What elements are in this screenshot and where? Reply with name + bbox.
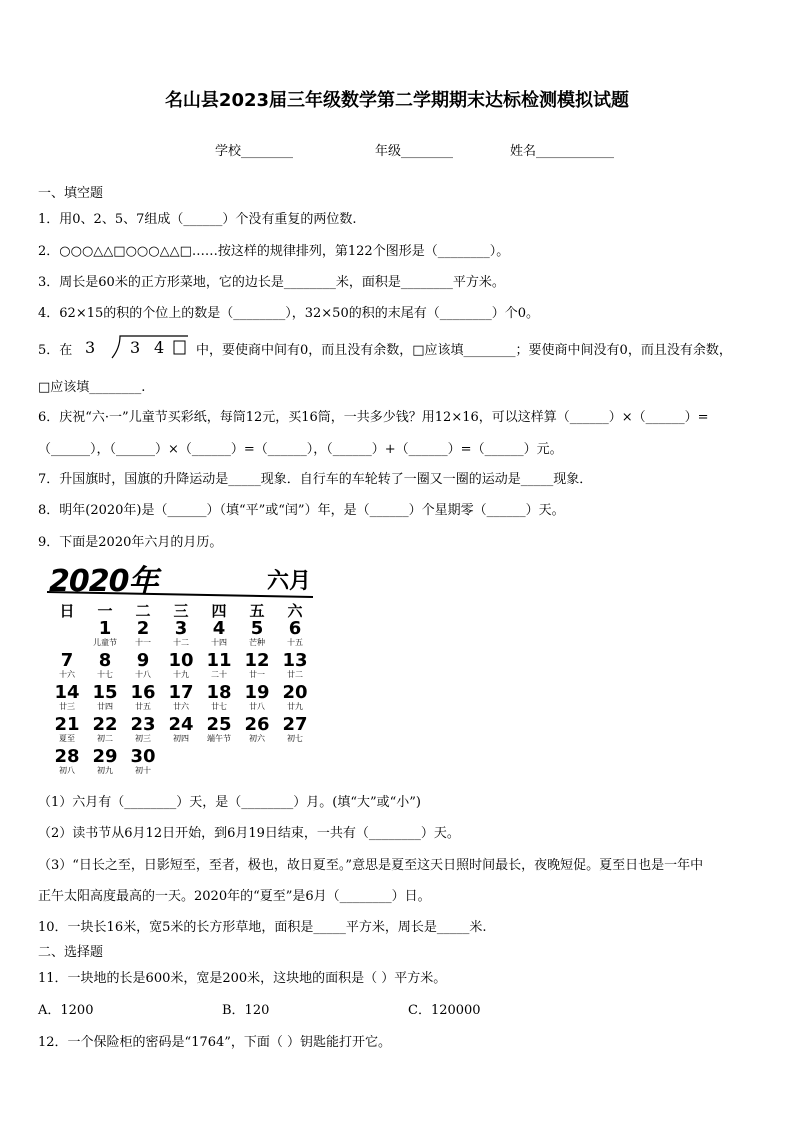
day-number: 27 xyxy=(282,714,308,735)
question-10: 10．一块长16米，宽5米的长方形草地，面积是_____平方米，周长是_____米. xyxy=(38,920,487,935)
day-number: 30 xyxy=(130,746,156,767)
day-number: 8 xyxy=(98,650,112,671)
day-number: 14 xyxy=(54,682,80,703)
question-9: 9．下面是2020年六月的月历。 xyxy=(38,535,223,550)
day-lunar-label: 初七 xyxy=(287,734,303,743)
day-lunar-label: 十八 xyxy=(135,670,151,679)
option-b: B．120 xyxy=(222,1003,270,1018)
section-heading-fill-in: 一、填空题 xyxy=(38,186,104,201)
day-lunar-label: 廿五 xyxy=(135,702,151,711)
day-lunar-label: 初六 xyxy=(249,734,265,743)
dividend-digit-3: 4 xyxy=(154,338,165,357)
day-number: 3 xyxy=(174,618,188,639)
day-lunar-label: 十二 xyxy=(173,638,189,647)
day-number: 5 xyxy=(250,618,264,639)
day-number: 12 xyxy=(244,650,270,671)
name-field: 姓名____________ xyxy=(510,144,615,159)
day-number: 2 xyxy=(136,618,150,639)
calendar-day xyxy=(200,684,238,712)
calendar-day xyxy=(200,716,238,744)
day-number: 1 xyxy=(98,618,112,639)
calendar-day xyxy=(162,716,200,744)
day-number: 19 xyxy=(244,682,270,703)
question-9-3-line1: （3）“日长之至，日影短至，至者，极也，故日夏至。”意思是夏至这天日照时间最长，夜晚短促。夏至日也是一年中 xyxy=(38,858,704,873)
weekday-label: 四 xyxy=(211,602,227,620)
day-number: 29 xyxy=(92,746,118,767)
question-5-line2: □应该填________. xyxy=(38,380,146,395)
day-number: 28 xyxy=(54,746,80,767)
question-8: 8．明年(2020年)是（______）（填“平”或“闰”）年，是（______）个星期零（______）天。 xyxy=(38,503,565,518)
option-a: A．1200 xyxy=(38,1003,94,1018)
weekday-label: 一 xyxy=(97,602,113,620)
calendar-day xyxy=(124,716,162,744)
page-title: 名山县2023届三年级数学第二学期期末达标检测模拟试题 xyxy=(164,90,630,111)
calendar-day xyxy=(48,684,86,712)
day-number: 21 xyxy=(54,714,80,735)
day-number: 16 xyxy=(130,682,156,703)
question-12: 12．一个保险柜的密码是“1764”，下面（ ）钥匙能打开它。 xyxy=(38,1035,392,1050)
question-1: 1．用0、2、5、7组成（______）个没有重复的两位数. xyxy=(38,212,357,227)
day-lunar-label: 初三 xyxy=(135,734,151,743)
question-6-line2: （______），（______）×（______）=（______），（______）+（______）=（______）元。 xyxy=(38,442,563,457)
day-lunar-label: 十一 xyxy=(135,638,151,647)
question-11: 11．一块地的长是600米，宽是200米，这块地的面积是（ ）平方米。 xyxy=(38,971,447,986)
day-lunar-label: 廿七 xyxy=(211,702,227,711)
question-5-prefix: 5．在 xyxy=(38,343,73,358)
day-number: 17 xyxy=(168,682,194,703)
calendar-day xyxy=(238,620,276,648)
calendar-day xyxy=(238,716,276,744)
day-lunar-label: 十五 xyxy=(287,638,303,647)
calendar-day xyxy=(124,684,162,712)
day-lunar-label: 初四 xyxy=(173,734,189,743)
day-number: 7 xyxy=(60,650,74,671)
question-9-3-line2: 正午太阳高度最高的一天。2020年的“夏至”是6月（________）日。 xyxy=(38,889,431,904)
day-lunar-label: 十四 xyxy=(211,638,227,647)
calendar-day xyxy=(276,716,314,744)
calendar-day xyxy=(86,620,124,648)
day-lunar-label: 十九 xyxy=(173,670,189,679)
day-lunar-label: 廿二 xyxy=(287,670,303,679)
calendar-day xyxy=(238,684,276,712)
grade-field: 年级________ xyxy=(375,144,454,159)
question-9-1: （1）六月有（________）天，是（________）月。(填“大”或“小”) xyxy=(38,795,421,810)
day-lunar-label: 十六 xyxy=(59,670,75,679)
calendar-day xyxy=(200,652,238,680)
question-4: 4．62×15的积的个位上的数是（________），32×50的积的末尾有（________）个0。 xyxy=(38,306,539,321)
calendar-day xyxy=(162,620,200,648)
calendar-day xyxy=(48,748,86,776)
calendar-day xyxy=(276,684,314,712)
day-lunar-label: 初十 xyxy=(135,766,151,775)
day-number: 18 xyxy=(206,682,232,703)
question-6-line1: 6．庆祝“六·一”儿童节买彩纸，每筒12元，买16筒，一共多少钱？用12×16，可以这样算（______）×（______）= xyxy=(38,410,709,425)
day-lunar-label: 初八 xyxy=(59,766,75,775)
calendar-year: 2020年 xyxy=(49,564,158,599)
divisor: 3 xyxy=(85,338,96,357)
calendar-day xyxy=(238,652,276,680)
day-number: 11 xyxy=(206,650,232,671)
calendar-day xyxy=(276,652,314,680)
day-lunar-label: 端午节 xyxy=(207,734,231,743)
day-number: 9 xyxy=(136,650,150,671)
question-2: 2．○○○△△□○○○△△□……按这样的规律排列，第122个图形是（________）。 xyxy=(38,244,510,259)
calendar-day xyxy=(48,652,86,680)
day-number: 20 xyxy=(282,682,308,703)
calendar-day xyxy=(162,684,200,712)
dividend-digit-1: 3 xyxy=(130,338,141,357)
day-number: 10 xyxy=(168,650,194,671)
day-number: 13 xyxy=(282,650,308,671)
calendar-day xyxy=(200,620,238,648)
weekday-label: 二 xyxy=(135,602,151,620)
day-number: 22 xyxy=(92,714,118,735)
section-heading-choice: 二、选择题 xyxy=(38,945,104,960)
question-3: 3．周长是60米的正方形菜地，它的边长是________米，面积是________平方米。 xyxy=(38,275,505,290)
day-number: 15 xyxy=(92,682,118,703)
day-lunar-label: 芒种 xyxy=(249,638,265,647)
calendar-day xyxy=(86,748,124,776)
day-lunar-label: 廿六 xyxy=(173,702,189,711)
weekday-label: 日 xyxy=(59,602,75,620)
day-lunar-label: 初二 xyxy=(97,734,113,743)
question-5-text: 中，要使商中间有0，而且没有余数，□应该填________；要使商中间没有0，而且没有余数， xyxy=(196,343,732,358)
question-7: 7．升国旗时，国旗的升降运动是_____现象．自行车的车轮转了一圈又一圈的运动是_____现象． xyxy=(38,472,593,487)
day-lunar-label: 廿四 xyxy=(97,702,113,711)
calendar-day xyxy=(276,620,314,648)
calendar-day xyxy=(48,716,86,744)
day-lunar-label: 儿童节 xyxy=(93,638,117,647)
day-number: 25 xyxy=(206,714,232,735)
calendar-image xyxy=(45,556,320,781)
day-lunar-label: 廿八 xyxy=(249,702,265,711)
long-division-figure xyxy=(82,334,194,360)
calendar-day xyxy=(86,716,124,744)
calendar-month: 六月 xyxy=(267,569,312,594)
calendar-day xyxy=(124,748,162,776)
day-lunar-label: 廿九 xyxy=(287,702,303,711)
calendar-day xyxy=(162,652,200,680)
calendar-day xyxy=(86,652,124,680)
day-number: 6 xyxy=(288,618,302,639)
day-lunar-label: 廿三 xyxy=(59,702,75,711)
day-number: 4 xyxy=(212,618,226,639)
day-lunar-label: 二十 xyxy=(211,670,227,679)
weekday-label: 五 xyxy=(249,602,265,620)
school-field: 学校________ xyxy=(215,144,294,159)
calendar-day xyxy=(86,684,124,712)
option-c: C．120000 xyxy=(408,1003,481,1018)
day-lunar-label: 廿一 xyxy=(249,670,265,679)
weekday-label: 六 xyxy=(287,602,303,620)
calendar-day xyxy=(124,652,162,680)
day-lunar-label: 十七 xyxy=(97,670,113,679)
question-9-2: （2）读书节从6月12日开始，到6月19日结束，一共有（________）天。 xyxy=(38,826,460,841)
day-lunar-label: 初九 xyxy=(97,766,113,775)
day-number: 26 xyxy=(244,714,270,735)
day-lunar-label: 夏至 xyxy=(59,734,75,743)
calendar-day xyxy=(124,620,162,648)
weekday-label: 三 xyxy=(173,602,189,620)
day-number: 23 xyxy=(130,714,156,735)
day-number: 24 xyxy=(168,714,194,735)
